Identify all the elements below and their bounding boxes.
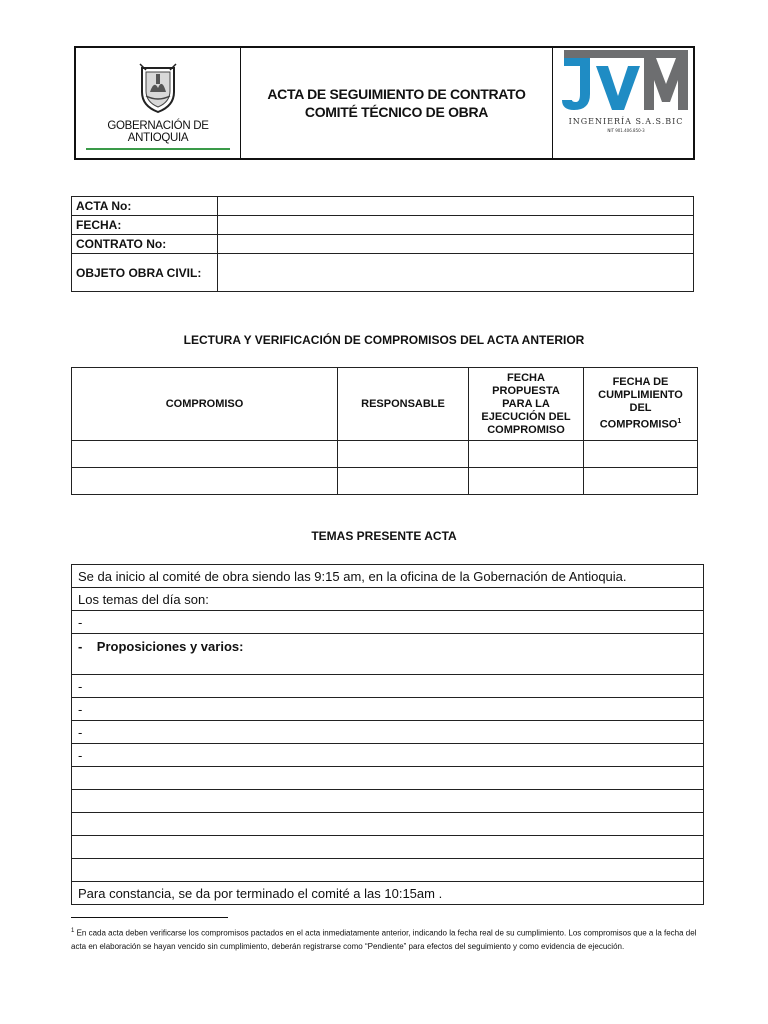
jvm-nit: NIT 901.406.850-3	[607, 128, 645, 133]
section-compromisos-title: LECTURA Y VERIFICACIÓN DE COMPROMISOS DEL ACTA ANTERIOR	[183, 333, 585, 347]
contrato-label: CONTRATO No:	[72, 235, 218, 254]
table-row	[72, 441, 698, 468]
left-logo-underline	[86, 148, 230, 150]
empty-row[interactable]	[72, 836, 704, 859]
document-header	[74, 46, 695, 160]
col-responsable-header: RESPONSABLE	[338, 368, 469, 441]
col-compromiso-header: COMPROMISO	[72, 368, 338, 441]
objeto-label: OBJETO OBRA CIVIL:	[72, 254, 218, 292]
list-item[interactable]: -	[72, 611, 704, 634]
list-item[interactable]: -	[72, 744, 704, 767]
list-item[interactable]: -	[72, 675, 704, 698]
contrato-value-cell[interactable]	[218, 235, 694, 254]
contract-info-table	[71, 196, 694, 292]
section-temas-title: TEMAS PRESENTE ACTA	[311, 529, 457, 543]
document-title	[241, 47, 553, 159]
fecha-label: FECHA:	[72, 216, 218, 235]
proposiciones-row: - Proposiciones y varios:	[72, 634, 704, 675]
antioquia-coat-of-arms-icon	[138, 62, 178, 114]
fecha-value-cell[interactable]	[218, 216, 694, 235]
empty-row[interactable]	[72, 813, 704, 836]
title-line-1: ACTA DE SEGUIMIENTO DE CONTRATO	[267, 86, 526, 102]
empty-row[interactable]	[72, 859, 704, 882]
footnote-separator	[71, 917, 228, 918]
footnote: $^1$ En cada acta deben verificarse los compromisos pactados en el acta inmediatamente anterior, indicando la fecha real de su cumplimiento. Los compromisos que a la fecha del acta en elaboración se hayan vencido sin cumplimiento, deberán registrarse como “Pendiente” para efectos del seguimiento y como evidencia de ejecución.	[71, 928, 697, 951]
list-item[interactable]: -	[72, 721, 704, 744]
title-line-2: COMITÉ TÉCNICO DE OBRA	[304, 104, 489, 120]
compromisos-table	[71, 367, 698, 495]
left-logo-text: GOBERNACIÓN DE ANTIOQUIA	[107, 120, 209, 144]
jvm-tagline: INGENIERÍA S.A.S.BIC	[568, 117, 684, 126]
left-logo-cell	[75, 47, 241, 159]
temas-del-dia-row: Los temas del día son:	[72, 588, 704, 611]
col-fecha-cumplimiento-header: FECHA DE CUMPLIMIENTO DEL COMPROMISO$^1$	[584, 368, 698, 441]
acta-value-cell[interactable]	[218, 197, 694, 216]
right-logo-cell	[553, 47, 695, 159]
jvm-logo-icon	[556, 48, 690, 144]
acta-label: ACTA No:	[72, 197, 218, 216]
list-item[interactable]: -	[72, 698, 704, 721]
objeto-value-cell[interactable]	[218, 254, 694, 292]
empty-row[interactable]	[72, 790, 704, 813]
temas-intro-row: Se da inicio al comité de obra siendo las 9:15 am, en la oficina de la Gobernación de Antioquia.	[72, 565, 704, 588]
table-row	[72, 468, 698, 495]
empty-row[interactable]	[72, 767, 704, 790]
col-fecha-propuesta-header: FECHA PROPUESTA PARA LA EJECUCIÓN DEL COMPROMISO	[469, 368, 584, 441]
temas-table	[71, 564, 704, 905]
closing-row: Para constancia, se da por terminado el comité a las 10:15am .	[72, 882, 704, 905]
